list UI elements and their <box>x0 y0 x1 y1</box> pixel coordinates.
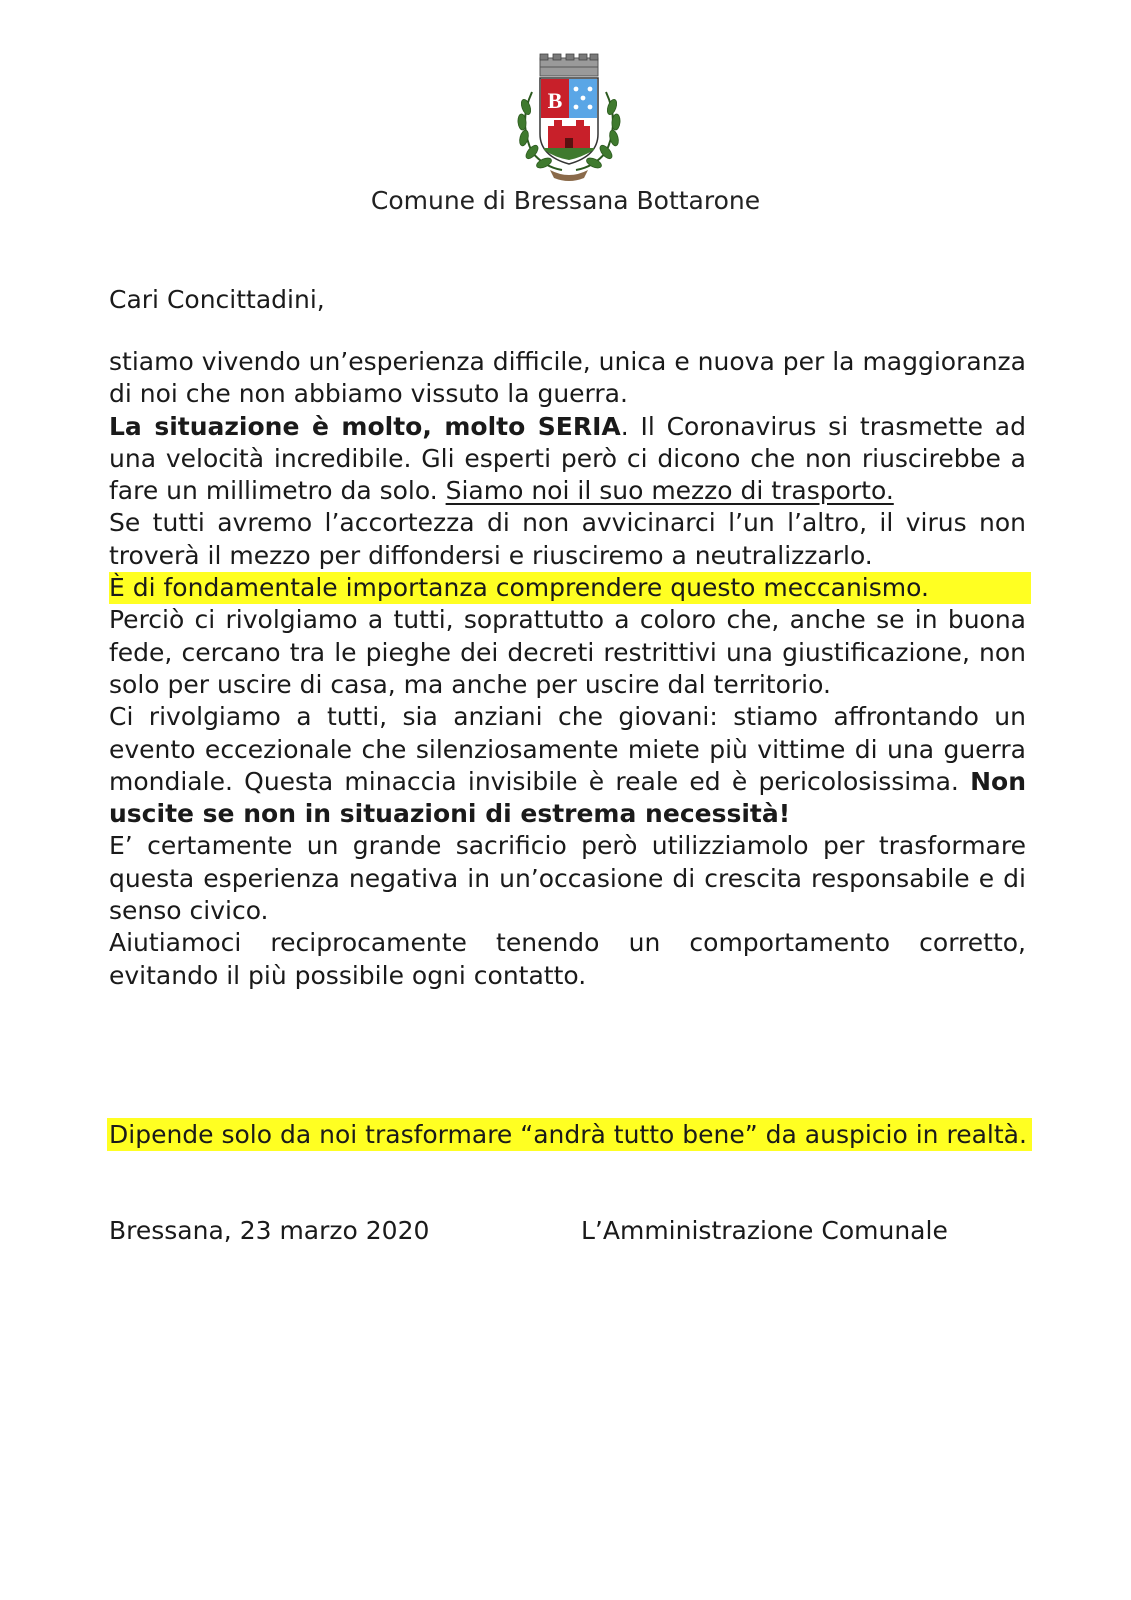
signature: L’Amministrazione Comunale <box>581 1216 948 1245</box>
paragraph-1: stiamo vivendo un’esperienza difficile, unica e nuova per la maggioranza di noi che non abbiamo vissuto la guerra. <box>109 347 1026 409</box>
municipal-crest-icon <box>510 52 628 184</box>
paragraph-2 <box>109 411 1026 508</box>
svg-text:B: B <box>547 88 563 113</box>
paragraph-5: Perciò ci rivolgiamo a tutti, soprattutto a coloro che, anche se in buona fede, cercano tra le pieghe dei decreti restrittivi una giustificazione, non solo per uscire di casa, ma anche per uscire dal territorio. <box>109 605 1026 699</box>
paragraph-2-text: . Il Coronavirus si trasmette ad una velocità incredibile. Gli esperti però ci dicono che non riuscirebbe a fare un millimetro da solo. <box>109 411 1027 506</box>
stay-home-bold: Non uscite se non in situazioni di estrema necessità! <box>109 766 1026 829</box>
serious-situation-bold: La situazione è molto, molto SERIA <box>109 411 621 441</box>
municipality-title: Comune di Bressana Bottarone <box>370 186 761 215</box>
place-and-date: Bressana, 23 marzo 2020 <box>109 1216 430 1245</box>
paragraph-6 <box>109 701 1026 830</box>
paragraph-6-text: Ci rivolgiamo a tutti, sia anziani che giovani: stiamo affrontando un evento eccezionale che silenziosamente miete più vittime di una guerra mondiale. Questa minaccia invisibile è reale ed è pericolosissima. <box>109 702 1026 796</box>
paragraph-3: Se tutti avremo l’accortezza di non avvicinarci l’un l’altro, il virus non troverà il mezzo per diffondersi e riusciremo a neutralizzarlo. <box>109 508 1026 570</box>
paragraph-8: Aiutiamoci reciprocamente tenendo un comportamento corretto, evitando il più possibile ogni contatto. <box>109 928 1026 990</box>
important-highlight: È di fondamentale importanza comprendere questo meccanismo. <box>109 572 1031 604</box>
letter-body <box>109 346 1026 992</box>
transport-underline: Siamo noi il suo mezzo di trasporto. <box>445 476 894 506</box>
paragraph-7: E’ certamente un grande sacrificio però utilizziamolo per trasformare questa esperienza negativa in un’occasione di crescita responsabile e di senso civico. <box>109 831 1026 926</box>
closing-highlight: Dipende solo da noi trasformare “andrà tutto bene” da auspicio in realtà. <box>107 1118 1032 1151</box>
letter-greeting: Cari Concittadini, <box>109 285 325 314</box>
